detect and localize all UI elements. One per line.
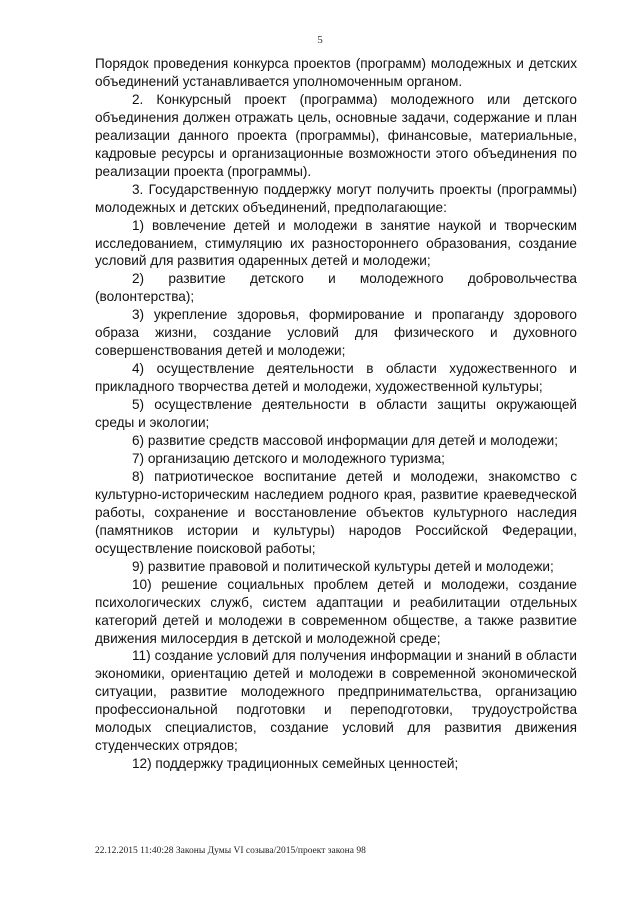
list-item: 1) вовлечение детей и молодежи в занятие наукой и творческим исследованием, стимуляцию их разностороннего образования, создание условий для развития одаренных детей и молодежи; xyxy=(95,217,577,269)
paragraph: Порядок проведения конкурса проектов (программ) молодежных и детских объединений устанавливается уполномоченным органом. xyxy=(95,56,577,89)
list-item: 12) поддержку традиционных семейных ценностей; xyxy=(132,756,459,772)
document-footer: 22.12.2015 11:40:28 Законы Думы VI созыва/2015/проект закона 98 xyxy=(95,846,366,856)
list-item: 10) решение социальных проблем детей и молодежи, создание психологических служб, систем адаптации и реабилитации отдельных категорий детей и молодежи в современном обществе, а также развитие движения милосердия в детской и молодежной среде; xyxy=(95,576,577,646)
document-body xyxy=(95,55,577,773)
list-item: 8) патриотическое воспитание детей и молодежи, знакомство с культурно-историческим наследием родного края, развитие краеведческой работы, сохранение и восстановление объектов культурного наследия (памятников истории и культуры) народов Российской Федерации, осуществление поисковой работы; xyxy=(95,468,577,556)
list-item: 6) развитие средств массовой информации для детей и молодежи; xyxy=(132,433,559,449)
paragraph: 2. Конкурсный проект (программа) молодежного или детского объединения должен отражать цель, основные задачи, содержание и план реализации данного проекта (программы), финансовые, материальные, кадровые ресурсы и организационные возможности этого объединения по реализации проекта (программы). xyxy=(95,91,577,179)
list-item: 9) развитие правовой и политической культуры детей и молодежи; xyxy=(132,558,554,574)
list-item: 2) развитие детского и молодежного добровольчества (волонтерства); xyxy=(95,271,577,305)
list-item: 11) создание условий для получения информации и знаний в области экономики, ориентацию детей и молодежи в современной экономической ситуации, развитие молодежного предпринимательства, организацию профессиональной подготовки и переподготовки, трудоустройства молодых специалистов, создание условий для развития движения студенческих отрядов; xyxy=(95,648,577,754)
list-item: 5) осуществление деятельности в области защиты окружающей среды и экологии; xyxy=(95,397,577,431)
page-number: 5 xyxy=(317,34,323,46)
paragraph: 3. Государственную поддержку могут получить проекты (программы) молодежных и детских объединений, предполагающие: xyxy=(95,181,577,215)
list-item: 3) укрепление здоровья, формирование и пропаганду здорового образа жизни, создание условий для физического и духовного совершенствования детей и молодежи; xyxy=(95,307,577,359)
list-item: 4) осуществление деятельности в области художественного и прикладного творчества детей и молодежи, художественной культуры; xyxy=(95,361,577,395)
list-item: 7) организацию детского и молодежного туризма; xyxy=(132,450,445,466)
